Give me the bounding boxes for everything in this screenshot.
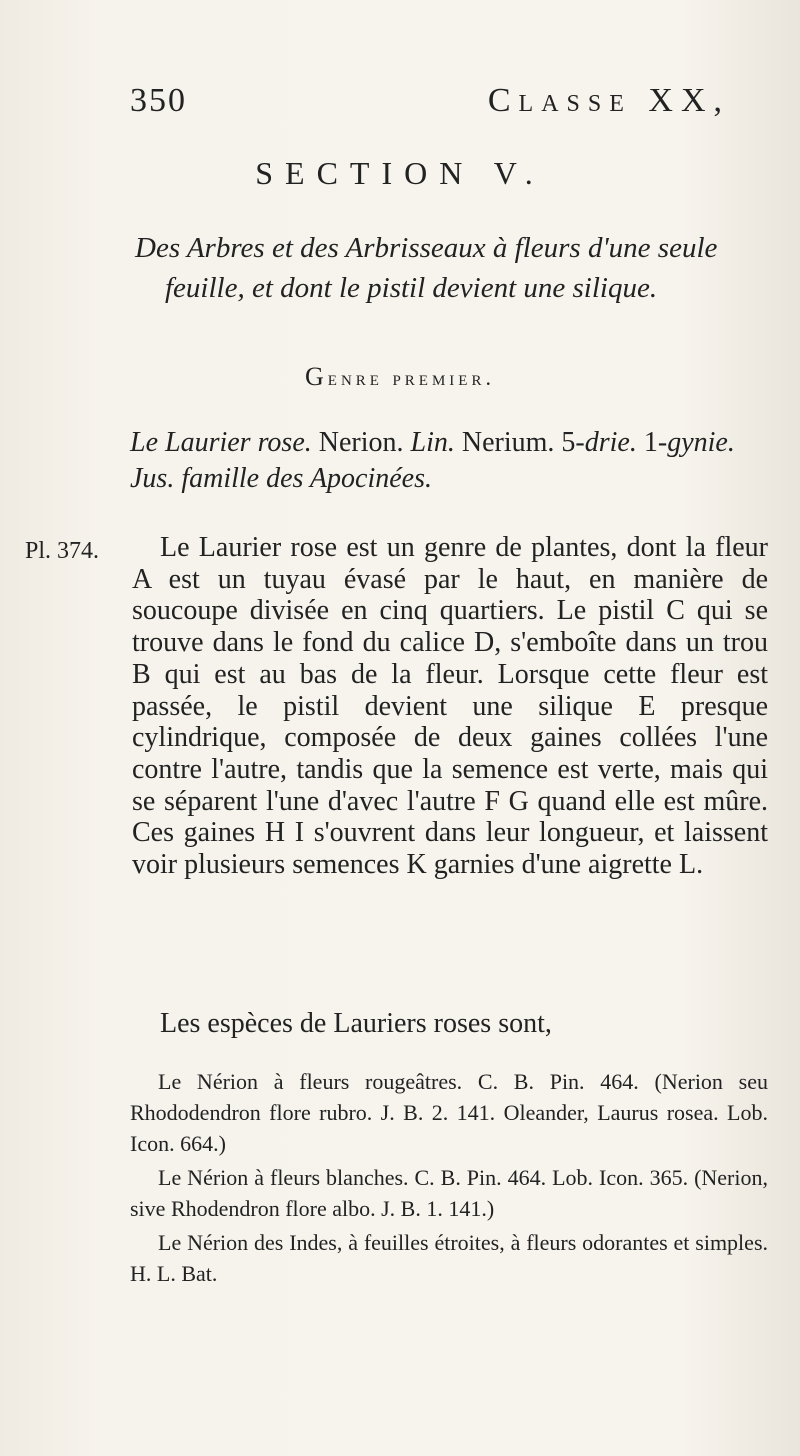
genre-heading bbox=[0, 362, 800, 392]
page-number: 350 bbox=[130, 82, 187, 119]
description-text: Le Laurier rose est un genre de plantes, dont la fleur A est un tuyau évasé par le haut, en manière de soucoupe divisée en cinq quartiers. Le pistil C qui se trouve dans le fond du calice D, s'emboîte dans un trou B qui est au bas de la fleur. Lorsque cette fleur est passée, le pistil devient une silique E presque cylindrique, composée de deux gaines collées l'une contre l'autre, tandis que la semence est verte, mais qui se séparent l'une d'avec l'autre F G quand elle est mûre. Ces gaines H I s'ouvrent dans leur longueur, et laissent voir plusieurs semences K garnies d'une aigrette L. bbox=[132, 532, 768, 881]
genre-rest: enre premier. bbox=[327, 365, 495, 390]
species-entry: Le Nérion à fleurs blanches. C. B. Pin. 464. Lob. Icon. 365. (Nerion, sive Rhodendron flore albo. J. B. 1. 141.) bbox=[130, 1165, 768, 1221]
linnaeus-name: Nerium. 5- bbox=[454, 427, 585, 458]
species-list bbox=[130, 1066, 768, 1292]
description-paragraph bbox=[132, 532, 768, 881]
common-name: Le Laurier rose. bbox=[130, 427, 312, 458]
running-header bbox=[130, 82, 760, 120]
class-number: 1- bbox=[636, 427, 668, 458]
section-heading: SECTION V. bbox=[255, 155, 545, 191]
running-title: Classe XX, bbox=[487, 82, 730, 119]
species-entry: Le Nérion à fleurs rougeâtres. C. B. Pin. 464. (Nerion seu Rhododendron flore rubro. J. B. 2. 141. Oleander, Laurus rosea. Lob. Icon. 664.) bbox=[130, 1069, 768, 1156]
plate-reference: Pl. 374. bbox=[25, 538, 100, 564]
linnaeus-ref: Lin. bbox=[410, 427, 455, 458]
species-heading: Les espèces de Lauriers roses sont, bbox=[160, 1008, 552, 1039]
jussieu-family: gynie. Jus. famille des Apocinées. bbox=[130, 427, 735, 494]
genre-initial: G bbox=[305, 362, 328, 391]
species-entry: Le Nérion des Indes, à feuilles étroites, à fleurs odorantes et simples. H. L. Bat. bbox=[130, 1230, 768, 1286]
plant-name-line bbox=[130, 425, 770, 497]
genus-name: Nerion. bbox=[311, 427, 411, 458]
class-drie: drie. bbox=[584, 427, 637, 458]
section-subtitle: Des Arbres et des Arbrisseaux à fleurs d'une seule feuille, et dont le pistil devient une silique. bbox=[135, 232, 718, 304]
